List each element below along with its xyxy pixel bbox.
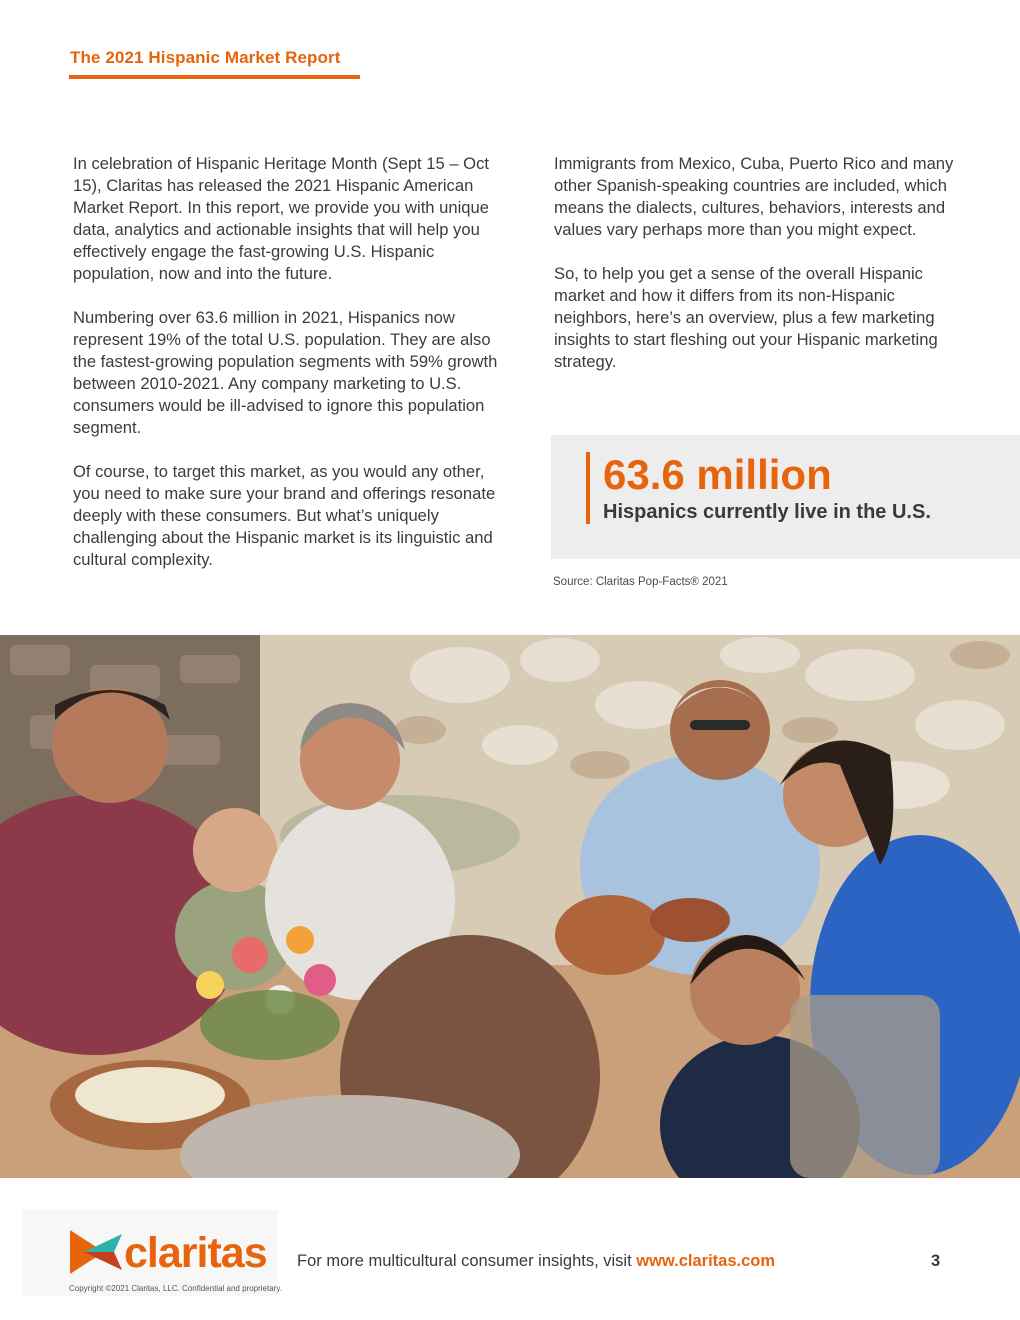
paragraph-intro: In celebration of Hispanic Heritage Month (Sept 15 – Oct 15), Claritas has released the 2021 Hispanic American Market Report. In this report, we provide you with unique data, analytics and actionable insights that will help you effectively engage the fast-growing U.S. Hispanic population, now and into the future. xyxy=(73,154,489,283)
stat-caption: Hispanics currently live in the U.S. xyxy=(603,501,931,523)
stat-value: 63.6 million xyxy=(603,451,832,498)
paragraph-population: Numbering over 63.6 million in 2021, Hispanics now represent 19% of the total U.S. population. They are also the fastest-growing population segments with 59% growth between 2010-2021. Any company marketing to U.S. consumers would be ill-advised to ignore this population segment. xyxy=(73,308,498,437)
left-column xyxy=(73,153,503,593)
stat-source: Source: Claritas Pop-Facts® 2021 xyxy=(553,576,728,588)
family-dinner-photo xyxy=(0,635,1020,1178)
paragraph-targeting: Of course, to target this market, as you would any other, you need to make sure your brand and offerings resonate deeply with these consumers. But what’s uniquely challenging about the Hispanic market is its linguistic and cultural complexity. xyxy=(73,462,496,569)
copyright-notice: Copyright ©2021 Claritas, LLC. Confidential and proprietary. xyxy=(69,1284,282,1293)
footer-cta xyxy=(297,1252,775,1271)
claritas-logo-text: claritas xyxy=(124,1229,267,1277)
right-column xyxy=(554,153,964,395)
paragraph-overview: So, to help you get a sense of the overall Hispanic market and how it differs from its non-Hispanic neighbors, here’s an overview, plus a few marketing insights to start fleshing out your Hispanic marketing strategy. xyxy=(554,264,938,371)
paragraph-immigrants: Immigrants from Mexico, Cuba, Puerto Rico and many other Spanish-speaking countries are included, which means the dialects, cultures, behaviors, interests and values vary perhaps more than you might expect. xyxy=(554,154,954,239)
title-underline xyxy=(69,75,360,79)
footer-cta-text: For more multicultural consumer insights, visit xyxy=(297,1252,637,1270)
stat-accent-bar xyxy=(586,452,590,524)
page-number: 3 xyxy=(931,1252,941,1270)
claritas-website-link[interactable]: www.claritas.com xyxy=(636,1252,776,1270)
report-title: The 2021 Hispanic Market Report xyxy=(70,48,341,67)
stat-callout xyxy=(551,435,1020,559)
